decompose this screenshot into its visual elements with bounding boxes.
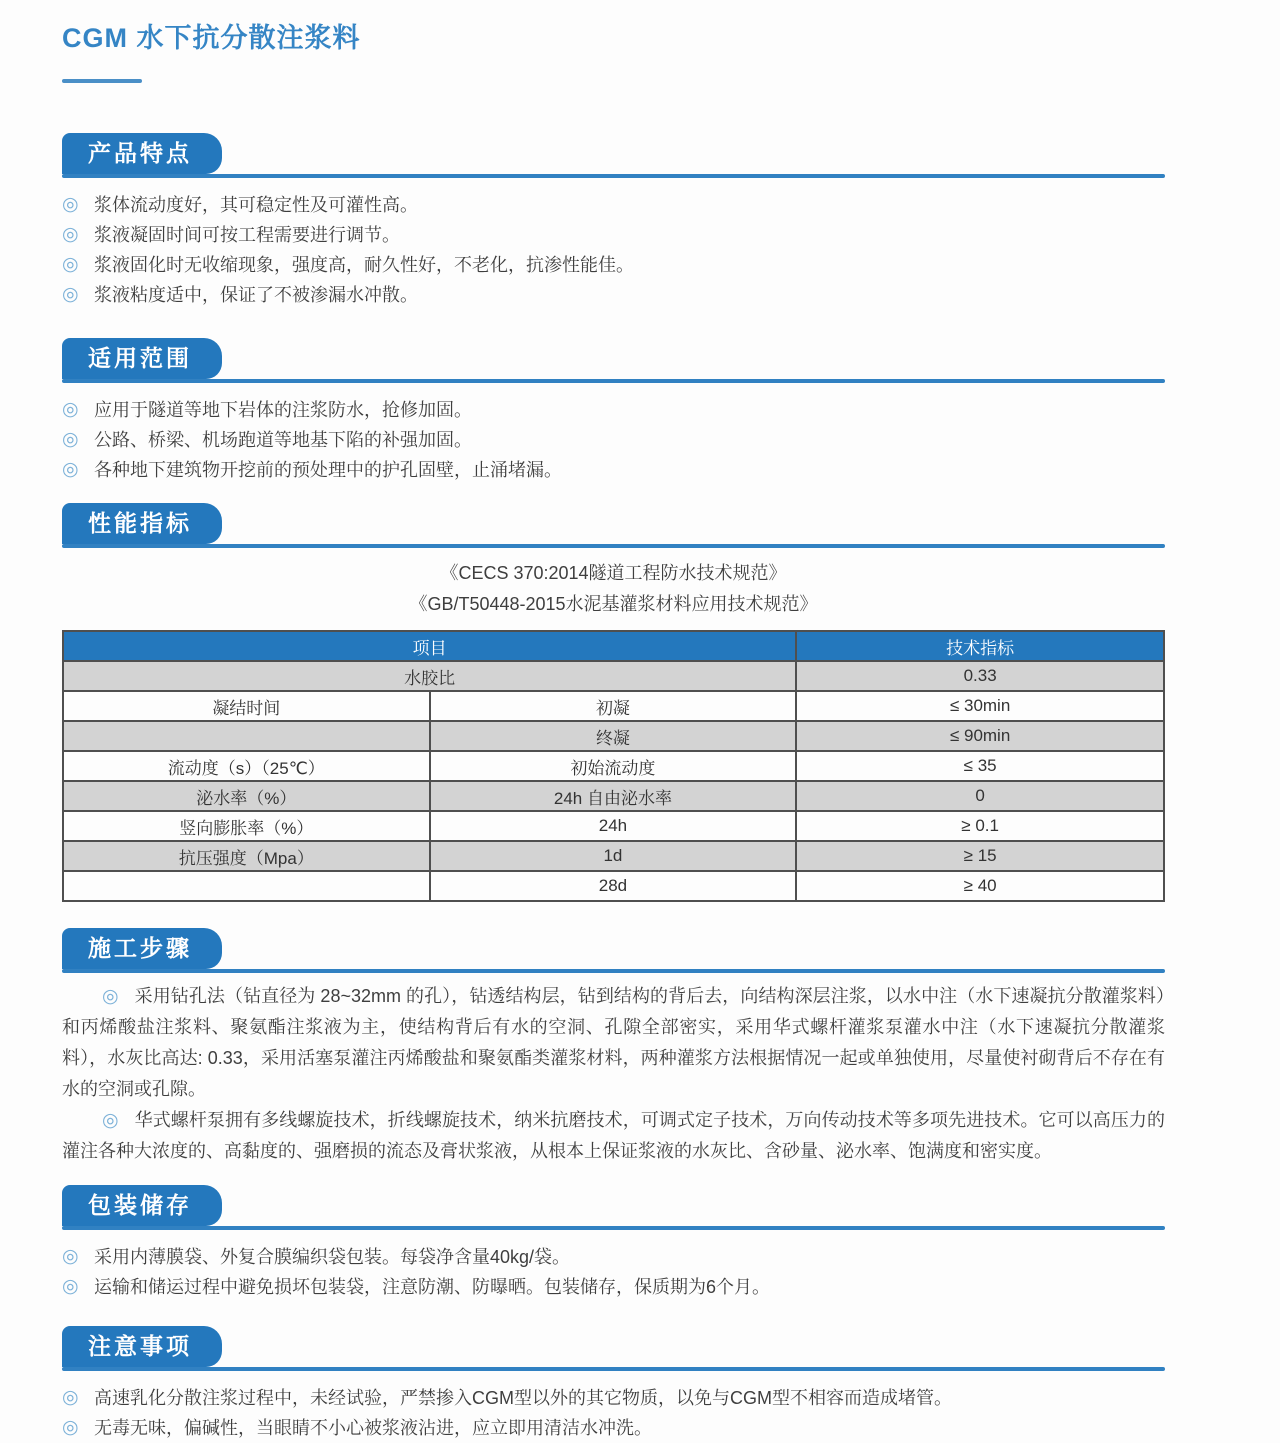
cell-item: 凝结时间	[63, 691, 430, 721]
section-head-packaging	[62, 1185, 1165, 1230]
section-scope	[62, 338, 1165, 485]
table-row	[63, 691, 1164, 721]
double-circle-bullet-icon: ◎	[62, 1276, 79, 1297]
section-heading-line	[62, 1226, 1165, 1230]
cell-item	[63, 721, 430, 751]
packaging-list	[62, 1242, 1165, 1302]
list-item-text: 浆体流动度好，其可稳定性及可灌性高。	[94, 195, 418, 215]
cell-spec: ≥ 0.1	[796, 811, 1164, 841]
section-heading-line	[62, 1367, 1165, 1371]
cell-sub: 初始流动度	[430, 751, 797, 781]
title-underline	[62, 79, 142, 83]
cell-sub: 24h	[430, 811, 797, 841]
cell-sub: 1d	[430, 841, 797, 871]
cell-spec: ≤ 35	[796, 751, 1164, 781]
scope-list	[62, 395, 1165, 485]
table-row	[63, 751, 1164, 781]
list-item	[62, 280, 1165, 310]
list-item	[62, 220, 1165, 250]
list-item	[62, 395, 1165, 425]
section-heading-badge: 施工步骤	[62, 928, 222, 969]
cell-item: 流动度（s）（25℃）	[63, 751, 430, 781]
table-row	[63, 871, 1164, 901]
double-circle-bullet-icon: ◎	[102, 1110, 119, 1131]
double-circle-bullet-icon: ◎	[62, 284, 79, 305]
list-item-text: 浆液凝固时间可按工程需要进行调节。	[94, 225, 400, 245]
cell-spec: ≤ 90min	[796, 721, 1164, 751]
section-heading-line	[62, 379, 1165, 383]
construction-paragraph	[62, 1105, 1165, 1167]
list-item-text: 浆液粘度适中，保证了不被渗漏水冲散。	[94, 285, 418, 305]
list-item	[62, 1413, 1165, 1443]
list-item-text: 运输和储运过程中避免损坏包装袋，注意防潮、防曝晒。包装储存，保质期为6个月。	[94, 1277, 771, 1297]
cell-sub: 24h 自由泌水率	[430, 781, 797, 811]
list-item	[62, 425, 1165, 455]
standards-block	[62, 558, 1165, 620]
page-title: CGM 水下抗分散注浆料	[62, 23, 361, 53]
section-heading-badge: 适用范围	[62, 338, 222, 379]
table-header-cell-item: 项目	[63, 631, 796, 661]
list-item-text: 浆液固化时无收缩现象，强度高，耐久性好，不老化，抗渗性能佳。	[94, 255, 634, 275]
double-circle-bullet-icon: ◎	[62, 224, 79, 245]
notes-list	[62, 1383, 1165, 1443]
table-row	[63, 841, 1164, 871]
section-heading-line	[62, 544, 1165, 548]
section-notes	[62, 1326, 1165, 1443]
cell-spec: 0.33	[796, 661, 1164, 691]
list-item	[62, 1242, 1165, 1272]
double-circle-bullet-icon: ◎	[62, 194, 79, 215]
list-item-text: 无毒无味，偏碱性，当眼睛不小心被浆液沾进，应立即用清洁水冲洗。	[94, 1418, 652, 1438]
cell-item: 水胶比	[63, 661, 796, 691]
section-performance	[62, 503, 1165, 902]
construction-body	[62, 981, 1165, 1167]
double-circle-bullet-icon: ◎	[102, 986, 119, 1007]
list-item-text: 采用内薄膜袋、外复合膜编织袋包装。每袋净含量40kg/袋。	[94, 1247, 571, 1267]
list-item-text: 各种地下建筑物开挖前的预处理中的护孔固壁，止涌堵漏。	[94, 460, 562, 480]
cell-item: 泌水率（%）	[63, 781, 430, 811]
section-features	[62, 133, 1165, 310]
double-circle-bullet-icon: ◎	[62, 459, 79, 480]
section-construction	[62, 928, 1165, 1167]
section-heading-badge: 注意事项	[62, 1326, 222, 1367]
list-item-text: 应用于隧道等地下岩体的注浆防水，抢修加固。	[94, 400, 472, 420]
paragraph-text: 华式螺杆泵拥有多线螺旋技术，折线螺旋技术，纳米抗磨技术，可调式定子技术，万向传动技术等多项先进技术。它可以高压力的灌注各种大浓度的、高黏度的、强磨损的流态及膏状浆液，从根本上保证浆液的水灰比、含砂量、泌水率、饱满度和密实度。	[62, 1110, 1165, 1161]
double-circle-bullet-icon: ◎	[62, 429, 79, 450]
cell-sub: 初凝	[430, 691, 797, 721]
standards-line: 《CECS 370:2014隧道工程防水技术规范》	[440, 563, 787, 583]
section-head-performance	[62, 503, 1165, 548]
double-circle-bullet-icon: ◎	[62, 1246, 79, 1267]
list-item	[62, 190, 1165, 220]
double-circle-bullet-icon: ◎	[62, 1417, 79, 1438]
performance-table	[62, 630, 1165, 902]
double-circle-bullet-icon: ◎	[62, 399, 79, 420]
cell-spec: ≥ 15	[796, 841, 1164, 871]
section-head-notes	[62, 1326, 1165, 1371]
table-row	[63, 661, 1164, 691]
cell-item	[63, 871, 430, 901]
double-circle-bullet-icon: ◎	[62, 254, 79, 275]
section-heading-badge: 包装储存	[62, 1185, 222, 1226]
section-head-scope	[62, 338, 1165, 383]
paragraph-text: 采用钻孔法（钻直径为 28~32mm 的孔），钻透结构层，钻到结构的背后去，向结构深层注浆，以水中注（水下速凝抗分散灌浆料）和丙烯酸盐注浆料、聚氨酯注浆液为主，使结构背后有水的空洞、孔隙全部密实，采用华式螺杆灌浆泵灌水中注（水下速凝抗分散灌浆料），水灰比高达: 0.33，采用活塞泵灌注丙烯酸盐和聚氨酯类灌浆材料，两种灌浆方法根据情况一起或单独使用，尽量使衬砌背后不存在有水的空洞或孔隙。	[62, 986, 1165, 1099]
list-item-text: 高速乳化分散注浆过程中，未经试验，严禁掺入CGM型以外的其它物质，以免与CGM型不相容而造成堵管。	[94, 1388, 952, 1408]
cell-spec: ≥ 40	[796, 871, 1164, 901]
section-heading-badge: 产品特点	[62, 133, 222, 174]
cell-item: 抗压强度（Mpa）	[63, 841, 430, 871]
list-item	[62, 1383, 1165, 1413]
section-packaging	[62, 1185, 1165, 1302]
list-item	[62, 250, 1165, 280]
list-item	[62, 455, 1165, 485]
table-row	[63, 811, 1164, 841]
list-item-text: 公路、桥梁、机场跑道等地基下陷的补强加固。	[94, 430, 472, 450]
section-heading-badge: 性能指标	[62, 503, 222, 544]
section-heading-line	[62, 174, 1165, 178]
double-circle-bullet-icon: ◎	[62, 1387, 79, 1408]
cell-sub: 28d	[430, 871, 797, 901]
standards-line: 《GB/T50448-2015水泥基灌浆材料应用技术规范》	[409, 594, 818, 614]
section-head-features	[62, 133, 1165, 178]
cell-item: 竖向膨胀率（%）	[63, 811, 430, 841]
construction-paragraph	[62, 981, 1165, 1105]
table-header-cell-spec: 技术指标	[796, 631, 1164, 661]
table-row	[63, 721, 1164, 751]
section-heading-line	[62, 969, 1165, 973]
cell-sub: 终凝	[430, 721, 797, 751]
section-head-construction	[62, 928, 1165, 973]
cell-spec: ≤ 30min	[796, 691, 1164, 721]
cell-spec: 0	[796, 781, 1164, 811]
list-item	[62, 1272, 1165, 1302]
table-row	[63, 781, 1164, 811]
table-header-row	[63, 631, 1164, 661]
features-list	[62, 190, 1165, 310]
